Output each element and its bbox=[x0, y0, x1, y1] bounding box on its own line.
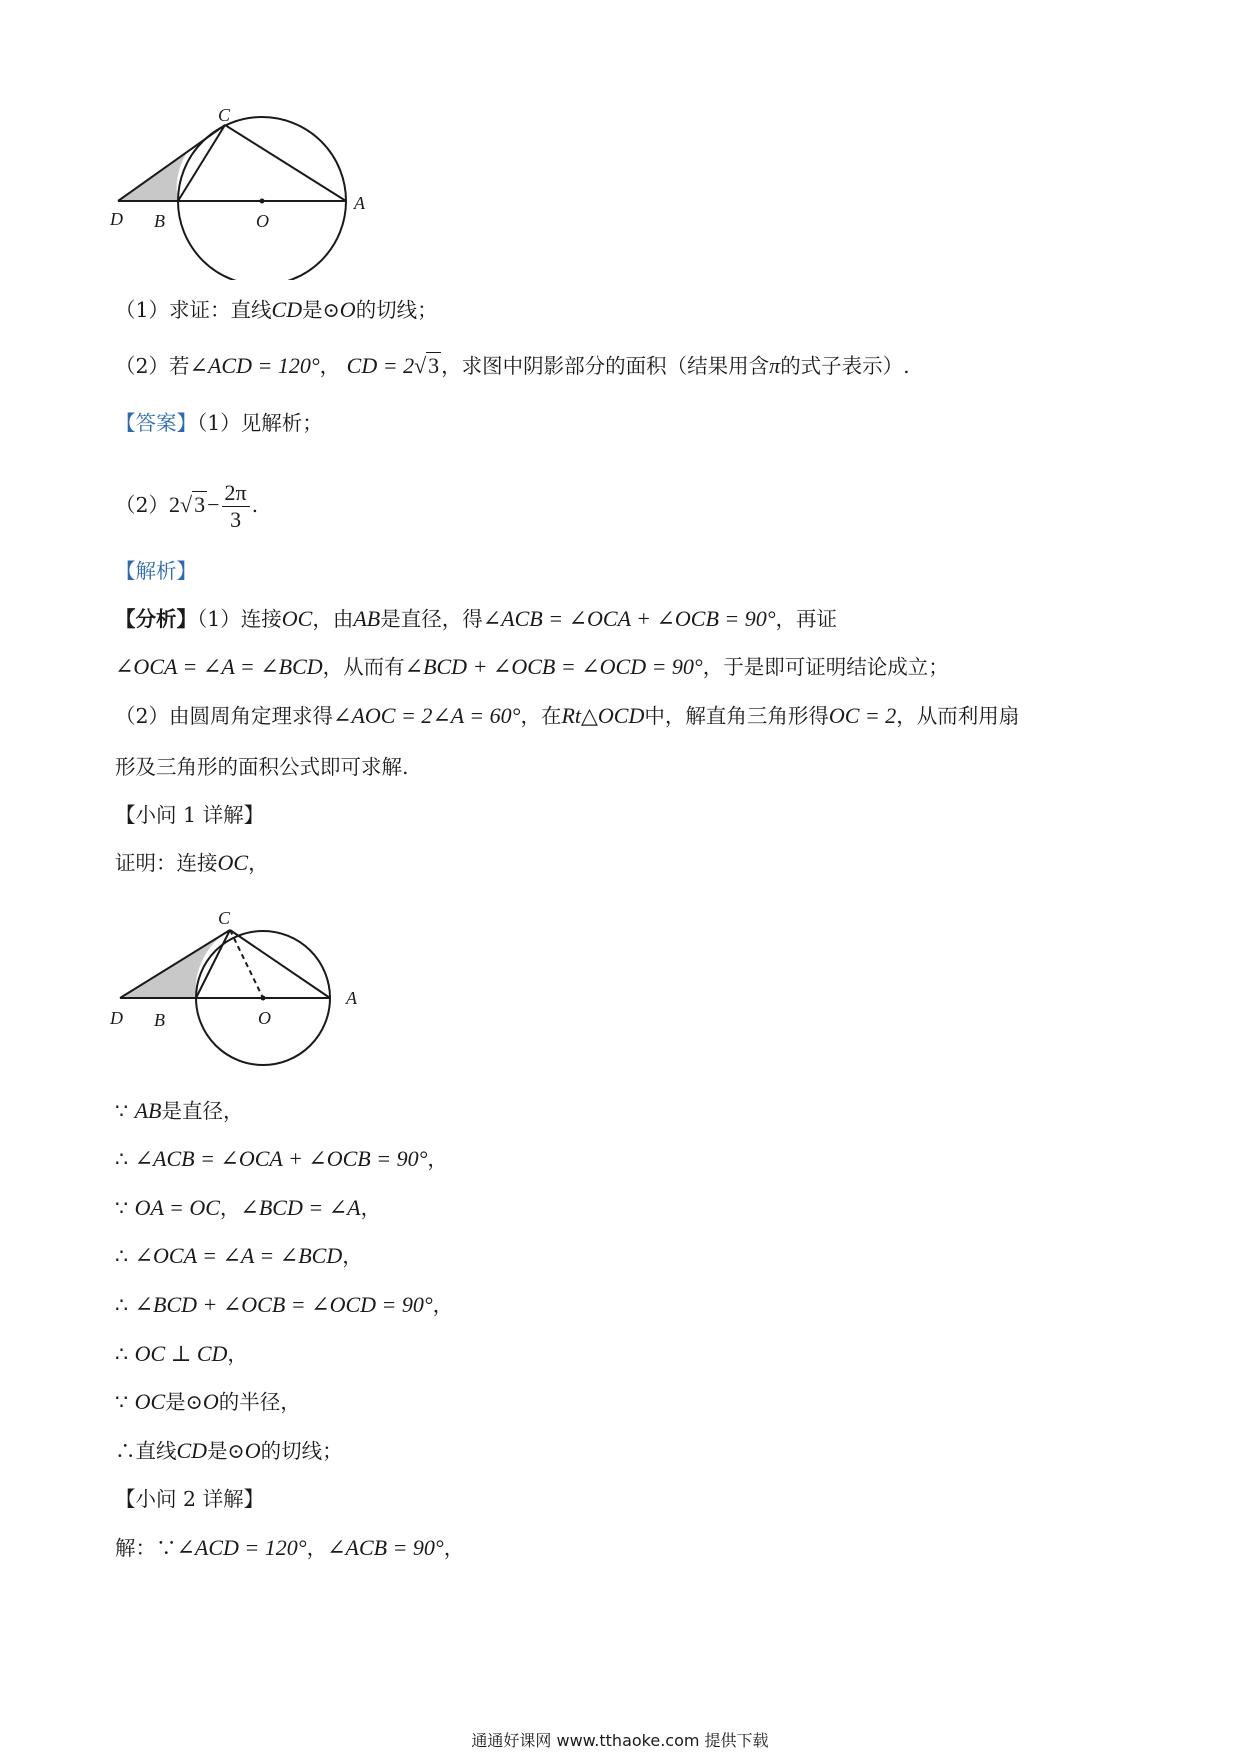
q1-o: O bbox=[339, 297, 356, 322]
q2-suffix2: 的式子表示）. bbox=[780, 354, 910, 378]
question-part-2 bbox=[115, 351, 910, 381]
proof-8-text2: 的切线； bbox=[260, 1439, 343, 1463]
proof-3-math2: ∠BCD = ∠A bbox=[240, 1195, 361, 1220]
label-a-2: A bbox=[346, 988, 357, 1008]
proof-line-4 bbox=[115, 1241, 363, 1271]
answer-fraction bbox=[222, 480, 250, 533]
a3-c: 中，解直角三角形得 bbox=[644, 704, 829, 728]
sol-eq1: ∠ACD = 120° bbox=[176, 1535, 307, 1560]
label-b: B bbox=[154, 211, 165, 231]
label-a: A bbox=[354, 193, 365, 213]
center-point bbox=[260, 199, 265, 204]
proof-8-pre: 直线 bbox=[135, 1439, 177, 1463]
a1-ab: AB bbox=[353, 606, 381, 631]
analysis-line-3 bbox=[115, 701, 1019, 731]
q1-suffix: 的切线； bbox=[355, 298, 438, 322]
proof-8-text: 是⊙ bbox=[207, 1439, 245, 1463]
q2-angle: ∠ACD = 120° bbox=[189, 353, 320, 378]
answer-line-1 bbox=[115, 408, 323, 438]
proof-7-math: OC bbox=[134, 1389, 166, 1414]
a2-a: ，从而有 bbox=[322, 655, 405, 679]
center-point-2 bbox=[261, 996, 266, 1001]
a3-a: （2）由圆周角定理求得 bbox=[115, 704, 334, 728]
a3-eq2: OC = 2 bbox=[828, 703, 897, 728]
proof-5-text: ， bbox=[432, 1293, 454, 1317]
q2-prefix: （2）若 bbox=[115, 354, 190, 378]
sub2-tag: 【小问 2 详解】 bbox=[115, 1487, 265, 1511]
figure-1-circle-diagram bbox=[110, 105, 380, 280]
a2-eq1: ∠OCA = ∠A = ∠BCD bbox=[115, 654, 323, 679]
proof-6-math: OC ⊥ CD bbox=[134, 1341, 228, 1366]
proof-8-math2: O bbox=[244, 1438, 261, 1463]
sol-b: ， bbox=[306, 1536, 328, 1560]
sub1-tag: 【小问 1 详解】 bbox=[115, 803, 265, 827]
analysis-line-2 bbox=[115, 652, 949, 682]
proof-line-2 bbox=[115, 1144, 448, 1174]
a3-rt: Rt△OCD bbox=[561, 703, 645, 728]
sol-eq2: ∠ACB = 90° bbox=[327, 1535, 444, 1560]
proof-7-math2: O bbox=[202, 1389, 219, 1414]
q2-suffix: ，求图中阴影部分的面积（结果用含 bbox=[441, 354, 770, 378]
sol-a: 解：∵ bbox=[115, 1536, 177, 1560]
q2-sqrt: √3 bbox=[414, 353, 440, 378]
a1-oc: OC bbox=[281, 606, 313, 631]
proof-4-math: ∠OCA = ∠A = ∠BCD bbox=[134, 1243, 343, 1268]
a1-d: ，再证 bbox=[775, 607, 838, 631]
analysis-line-4: 形及三角形的面积公式即可求解. bbox=[115, 755, 409, 779]
a3-b: ，在 bbox=[520, 704, 562, 728]
proof-intro-b: ， bbox=[248, 851, 269, 875]
answer-num: 2π bbox=[222, 480, 250, 507]
label-o-2: O bbox=[258, 1008, 271, 1028]
label-d-2: D bbox=[110, 1008, 123, 1028]
line-ca-2 bbox=[230, 930, 330, 998]
proof-1-text: 是直径， bbox=[161, 1099, 244, 1123]
label-o: O bbox=[256, 211, 269, 231]
q1-circ: ⊙ bbox=[322, 298, 340, 322]
page-footer: 通通好课网 www.tthaoke.com 提供下载 bbox=[471, 1731, 769, 1750]
q1-mid: 是 bbox=[302, 298, 323, 322]
proof-3-math: OA = OC bbox=[134, 1195, 220, 1220]
proof-3-sym: ∵ bbox=[115, 1196, 129, 1220]
q2-sqrt-value: 3 bbox=[428, 353, 440, 378]
proof-line-5 bbox=[115, 1290, 453, 1320]
analysis-tag: 【解析】 bbox=[115, 559, 197, 583]
proof-line-1 bbox=[115, 1096, 243, 1126]
a1-a: （1）连接 bbox=[197, 607, 282, 631]
proof-1-sym: ∵ bbox=[115, 1099, 129, 1123]
answer-end: . bbox=[251, 493, 259, 517]
proof-7-text2: 的半径， bbox=[218, 1390, 301, 1414]
a2-eq2: ∠BCD + ∠OCB = ∠OCD = 90° bbox=[404, 654, 703, 679]
answer-sqrt-value: 3 bbox=[194, 492, 206, 517]
solution-line-1 bbox=[115, 1533, 464, 1563]
proof-8-math: CD bbox=[176, 1438, 208, 1463]
q2-comma: ， bbox=[319, 354, 341, 378]
q1-prefix: （1）求证：直线 bbox=[115, 298, 272, 322]
sol-c: ， bbox=[443, 1536, 465, 1560]
a3-eq1: ∠AOC = 2∠A = 60° bbox=[333, 703, 521, 728]
proof-4-sym: ∴ bbox=[115, 1244, 129, 1268]
proof-7-sym: ∵ bbox=[115, 1390, 129, 1414]
label-b-2: B bbox=[154, 1010, 165, 1030]
proof-3-text2: ， bbox=[360, 1196, 382, 1220]
proof-6-sym: ∴ bbox=[115, 1342, 129, 1366]
question-part-1 bbox=[115, 295, 438, 325]
a1-c: 是直径，得 bbox=[380, 607, 483, 631]
a1-b: ，由 bbox=[312, 607, 354, 631]
proof-1-math: AB bbox=[134, 1098, 162, 1123]
a2-b: ，于是即可证明结论成立； bbox=[702, 655, 949, 679]
proof-5-math: ∠BCD + ∠OCB = ∠OCD = 90° bbox=[134, 1292, 433, 1317]
label-c: C bbox=[218, 105, 231, 125]
proof-8-sym: ∴ bbox=[115, 1439, 136, 1463]
analysis-line-1 bbox=[115, 604, 837, 634]
proof-line-7 bbox=[115, 1387, 301, 1417]
proof-intro bbox=[115, 848, 269, 878]
q2-cd-lhs: CD = 2 bbox=[346, 353, 415, 378]
answer-tag: 【答案】 bbox=[115, 411, 197, 435]
proof-line-6 bbox=[115, 1339, 248, 1369]
answer-sqrt: √3 bbox=[180, 492, 206, 517]
answer-line-2 bbox=[115, 475, 258, 535]
answer-coef: 2 bbox=[169, 492, 181, 517]
proof-line-3 bbox=[115, 1193, 381, 1223]
proof-2-text: ， bbox=[427, 1147, 448, 1171]
line-ca bbox=[225, 125, 346, 201]
label-d: D bbox=[110, 209, 123, 229]
answer-minus: − bbox=[207, 492, 220, 517]
proof-7-text: 是⊙ bbox=[165, 1390, 203, 1414]
figure-2-circle-diagram bbox=[110, 900, 380, 1080]
analysis-tag-fenxi: 【分析】 bbox=[115, 607, 197, 631]
answer-den: 3 bbox=[230, 507, 242, 532]
answer-part2-prefix: （2） bbox=[115, 493, 170, 517]
proof-intro-oc: OC bbox=[217, 850, 249, 875]
proof-line-8 bbox=[115, 1436, 343, 1466]
q2-pi: π bbox=[769, 353, 781, 378]
proof-2-sym: ∴ bbox=[115, 1147, 129, 1171]
a3-d: ，从而利用扇 bbox=[896, 704, 1020, 728]
proof-2-math: ∠ACB = ∠OCA + ∠OCB = 90° bbox=[134, 1146, 428, 1171]
proof-4-text: ， bbox=[342, 1244, 363, 1268]
proof-6-text: ， bbox=[227, 1342, 248, 1366]
answer-part1: （1）见解析； bbox=[197, 411, 323, 435]
proof-intro-a: 证明：连接 bbox=[115, 851, 218, 875]
q1-cd: CD bbox=[271, 297, 303, 322]
proof-3-text: ， bbox=[219, 1196, 241, 1220]
a1-eq: ∠ACB = ∠OCA + ∠OCB = 90° bbox=[482, 606, 776, 631]
label-c-2: C bbox=[218, 908, 231, 928]
proof-5-sym: ∴ bbox=[115, 1293, 129, 1317]
